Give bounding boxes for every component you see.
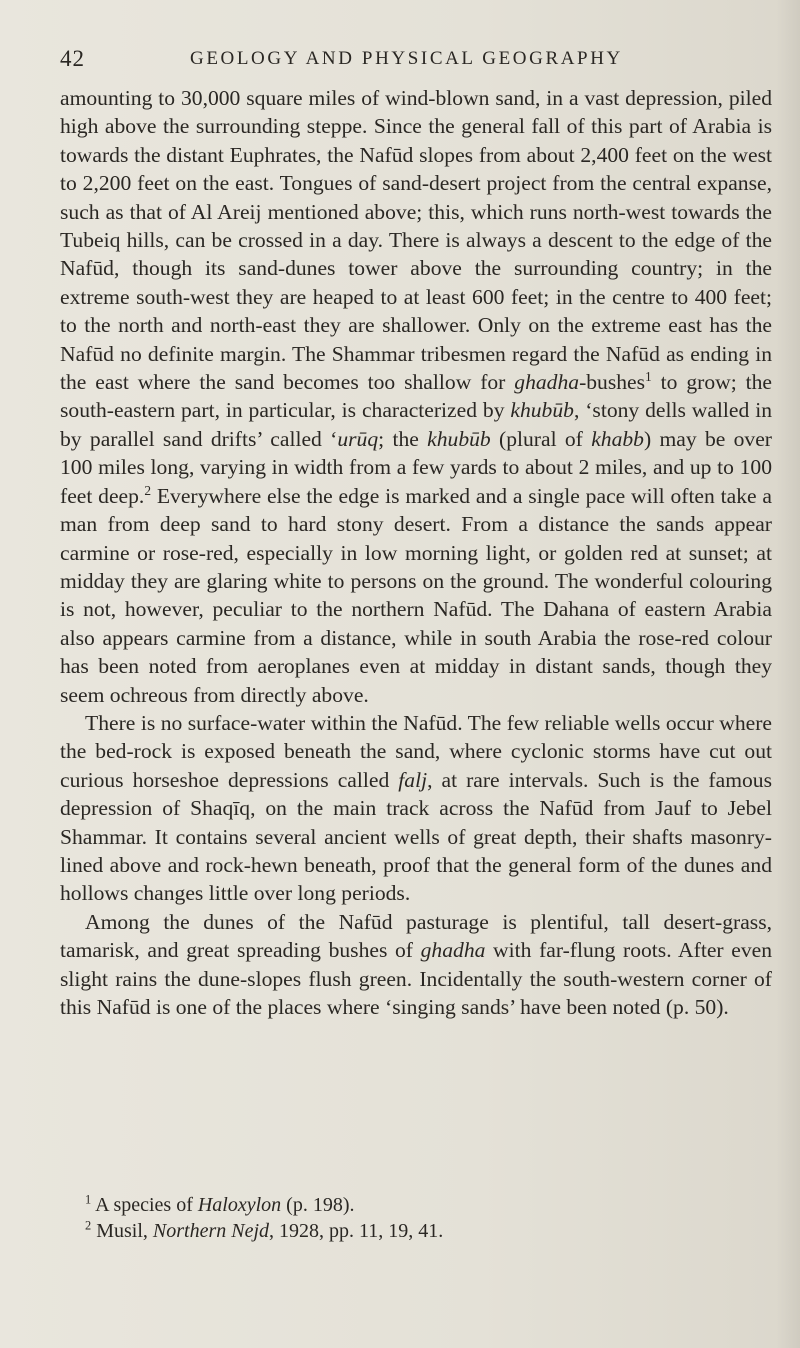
footnote	[85, 1192, 772, 1218]
footnote-marker: 2	[144, 482, 152, 498]
text-run: (p. 198).	[281, 1194, 355, 1216]
text-run: Everywhere else the edge is marked and a single pace will often take a man from deep sand to hard stony desert. From a distance the sands appear carmine or rose-red, especially in low morning light, or golden red at sunset; at midday they are glaring white to persons on the ground. The wonderful colouring is not, however, peculiar to the northern Nafūd. The Dahana of eastern Arabia also appears carmine from a distance, while in south Arabia the rose-red colour has been noted from aeroplanes even at midday in distant sands, though they seem ochreous from directly above.	[60, 483, 772, 707]
text-run: to grow; the south-eastern part, in particular, is characterized by	[60, 370, 772, 423]
italic-text: ghadha	[514, 370, 580, 395]
text-run: (plural of	[490, 426, 592, 451]
paragraph	[60, 908, 772, 1022]
italic-text: falj	[398, 767, 428, 792]
paragraph	[60, 709, 772, 908]
text-run: , ‘stony dells walled in by parallel sand drifts’ called ‘	[60, 398, 772, 451]
italic-text: ghadha	[420, 938, 486, 963]
italic-text: Haloxylon	[197, 1194, 282, 1216]
italic-text: urūq	[337, 426, 379, 451]
text-run: ; the	[378, 426, 428, 451]
footnotes	[60, 1192, 772, 1244]
body-text	[60, 84, 772, 1021]
footnote-marker: 1	[85, 1192, 92, 1207]
text-run: Musil,	[91, 1220, 153, 1242]
text-run: A species of	[91, 1194, 198, 1216]
footnote	[85, 1218, 772, 1244]
running-head	[60, 46, 776, 76]
text-run: with far-flung roots. After even slight rains the dune-slopes flush green. Incidentally the south-western corner of this Nafūd is one of the places where ‘singing sands’ have been noted (p. 50).	[60, 938, 772, 1019]
italic-text: khubūb	[427, 426, 491, 451]
text-run: Among the dunes of the Nafūd pasturage is plentiful, tall desert-grass, tamarisk, and great spreading bushes of	[60, 909, 772, 963]
text-run: , at rare intervals. Such is the famous depression of Shaqīq, on the main track across the Nafūd from Jauf to Jebel Shammar. It contains several ancient wells of great depth, their shafts masonry-lined above and rock-hewn beneath, proof that the general form of the dunes and hollows changes little over long periods.	[60, 767, 772, 906]
text-run: -bushes	[579, 370, 646, 395]
paragraph	[60, 84, 772, 709]
running-head-title: GEOLOGY AND PHYSICAL GEOGRAPHY	[190, 48, 623, 69]
footnote-marker: 2	[85, 1218, 92, 1233]
text-run: amounting to 30,000 square miles of wind-blown sand, in a vast depression, piled high above the surrounding steppe. Since the general fall of this part of Arabia is towards the distant Euphrates, the Nafūd slopes from about 2,400 feet on the west to 2,200 feet on the east. Tongues of sand-desert project from the central expanse, such as that of Al Areij mentioned above; this, which runs north-west towards the Tubeiq hills, can be crossed in a day. There is always a descent to the edge of the Nafūd, though its sand-dunes tower above the surrounding country; in the extreme south-west they are heaped to at least 600 feet; in the centre to 400 feet; to the north and north-east they are shallower. Only on the extreme east has the Nafūd no definite margin. The Shammar tribesmen regard the Nafūd as ending in the east where the sand becomes too shallow for	[60, 86, 772, 395]
italic-text: khabb	[591, 426, 644, 451]
text-run: ) may be over 100 miles long, varying in width from a few yards to about 2 miles, and up to 100 feet deep.	[60, 426, 772, 508]
italic-text: khubūb	[510, 398, 574, 423]
text-run: There is no surface-water within the Nafūd. The few reliable wells occur where the bed-rock is exposed beneath the sand, where cyclonic storms have cut out curious horseshoe depressions called	[60, 710, 772, 792]
page-number: 42	[60, 46, 85, 71]
text-run: , 1928, pp. 11, 19, 41.	[269, 1220, 444, 1242]
footnote-marker: 1	[645, 368, 652, 384]
italic-text: Northern Nejd	[152, 1220, 270, 1242]
